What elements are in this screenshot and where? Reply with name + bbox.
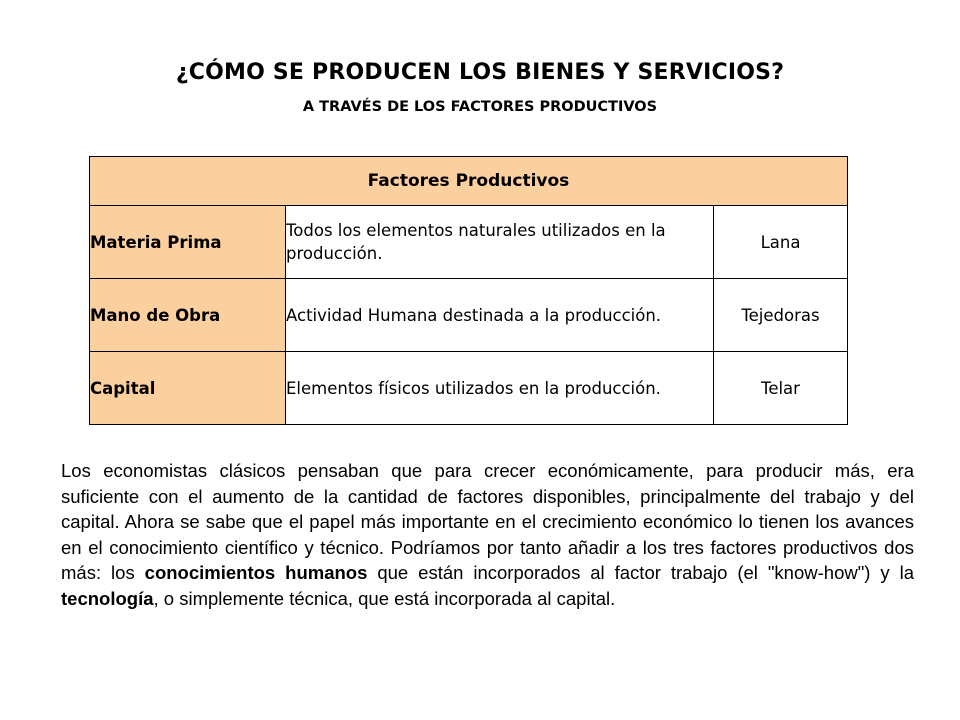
factor-description: Elementos físicos utilizados en la producción. <box>286 352 714 425</box>
factor-label: Capital <box>90 352 286 425</box>
page-subtitle: A TRAVÉS DE LOS FACTORES PRODUCTIVOS <box>302 99 658 115</box>
paragraph-text: que están incorporados al factor trabajo (el "know-how") y la <box>367 562 915 583</box>
table-heading: Factores Productivos <box>90 157 848 206</box>
table-row <box>90 206 848 279</box>
paragraph-bold-term: conocimientos humanos <box>144 562 368 583</box>
factors-table <box>89 156 848 425</box>
table-header-row <box>90 157 848 206</box>
factor-example: Tejedoras <box>714 279 848 352</box>
factor-label: Mano de Obra <box>90 279 286 352</box>
factor-example: Telar <box>714 352 848 425</box>
paragraph-text: Los economistas clásicos pensaban que para crecer económicamente, para producir más, era suficiente con el aumento de la cantidad de factores disponibles, principalmente del trabajo y del capital. Ahora se sabe que el papel más importante en el crecimiento económico lo tienen los avances en el conocimiento científico y técnico. Podríamos por tanto añadir a los tres factores productivos dos más: los <box>61 460 914 583</box>
explanation-paragraph <box>61 458 914 611</box>
factor-label: Materia Prima <box>90 206 286 279</box>
factor-description: Todos los elementos naturales utilizados en la producción. <box>286 206 714 279</box>
paragraph-text: , o simplemente técnica, que está incorporada al capital. <box>153 587 616 609</box>
table-row <box>90 352 848 425</box>
paragraph-bold-term: tecnología <box>61 587 154 609</box>
factor-example: Lana <box>714 206 848 279</box>
page-title: ¿CÓMO SE PRODUCEN LOS BIENES Y SERVICIOS? <box>175 60 785 85</box>
factor-description: Actividad Humana destinada a la producción. <box>286 279 714 352</box>
table-row <box>90 279 848 352</box>
